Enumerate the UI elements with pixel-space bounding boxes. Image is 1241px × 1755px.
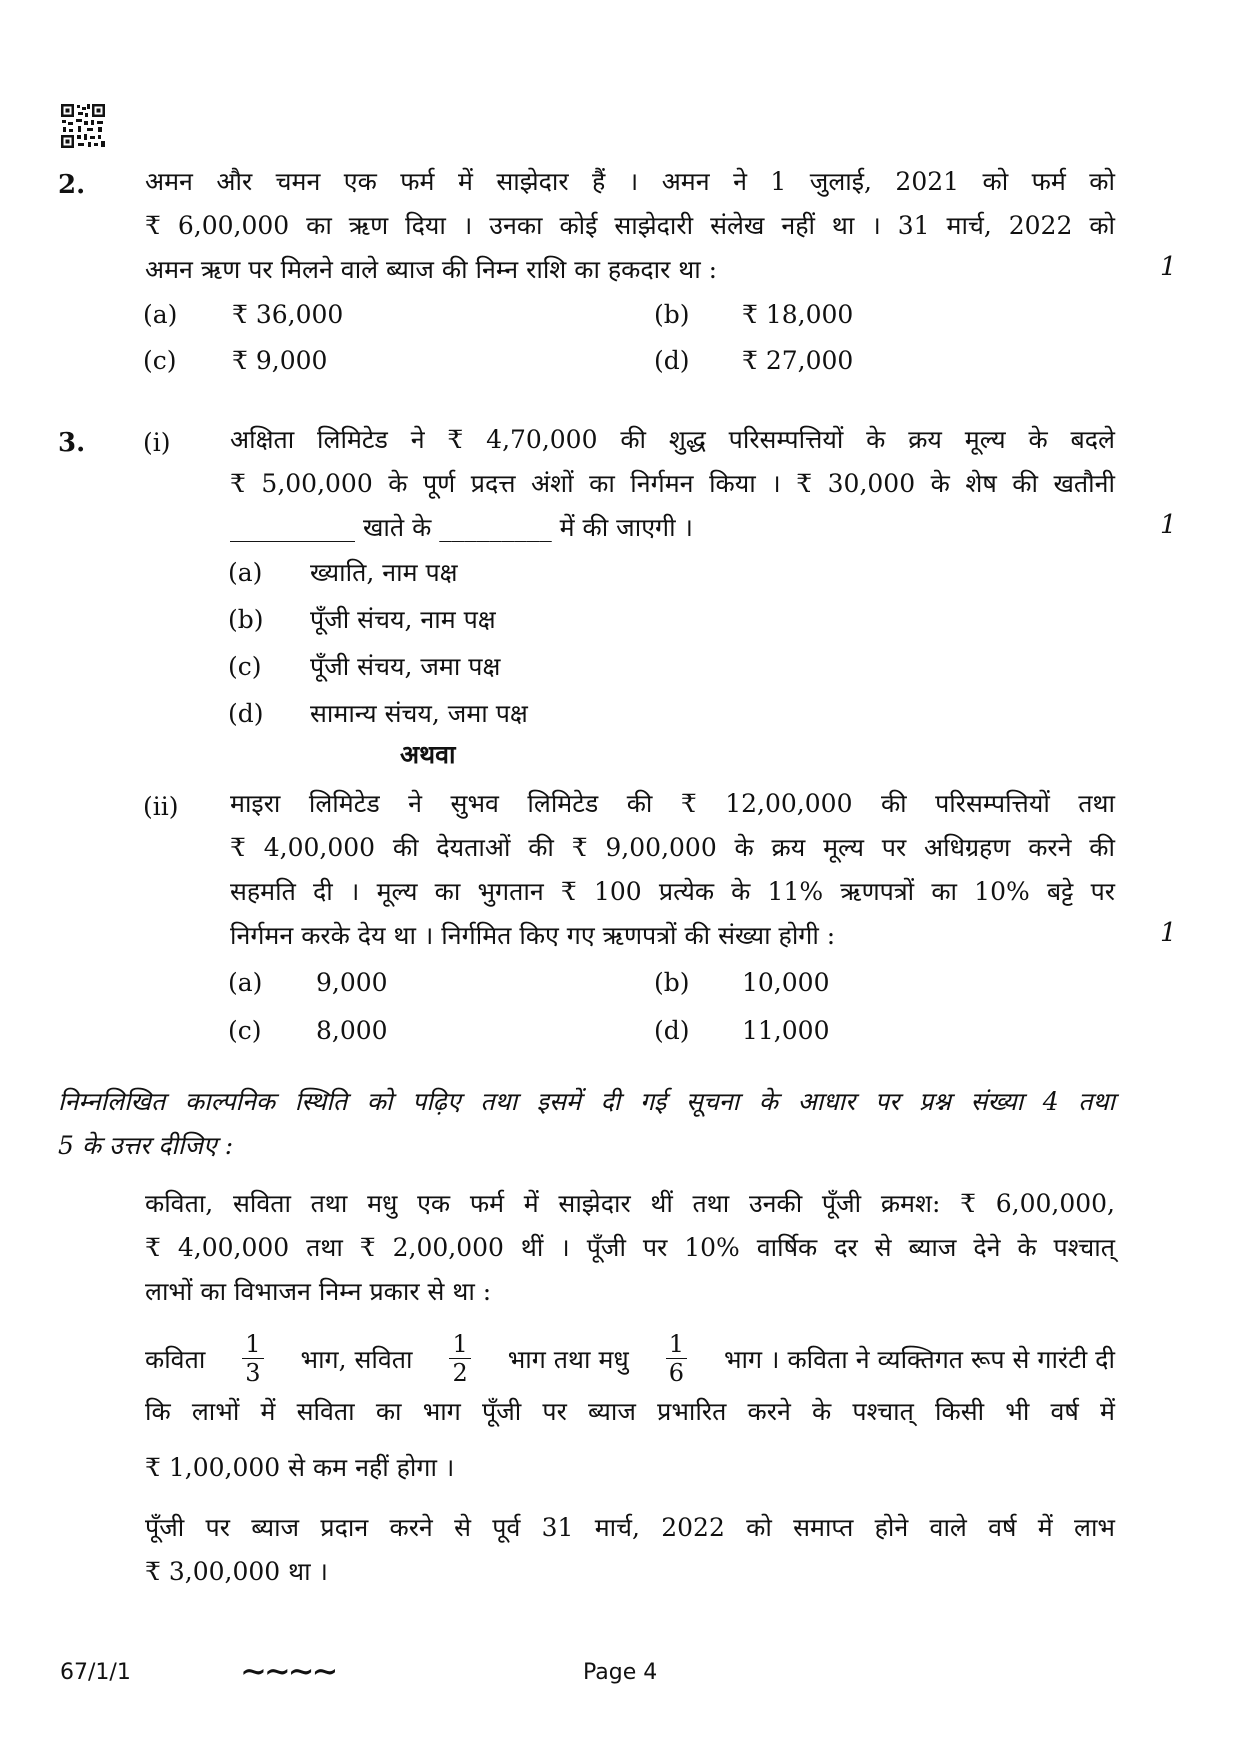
scenario-line: ₹ 3,00,000 था । [145, 1557, 328, 1586]
option-label: (a) [228, 968, 263, 997]
option-label: (a) [143, 300, 178, 329]
option-text: सामान्य संचय, जमा पक्ष [310, 699, 528, 728]
option-text: ₹ 9,000 [232, 346, 328, 375]
or-divider: अथवा [400, 740, 456, 769]
option-text: ₹ 27,000 [742, 346, 854, 375]
question-line: ₹ 6,00,000 का ऋण दिया । उनका कोई साझेदारी संलेख नहीं था । 31 मार्च, 2022 को [145, 211, 1115, 240]
fraction-denominator: 3 [245, 1359, 261, 1387]
scenario-line: कविता, सविता तथा मधु एक फर्म में साझेदार थीं तथा उनकी पूँजी क्रमश: ₹ 6,00,000, [145, 1189, 1115, 1218]
question-line: निर्गमन करके देय था । निर्गमित किए गए ऋणपत्रों की संख्या होगी : [230, 921, 836, 950]
page-number: Page 4 [583, 1660, 658, 1685]
part-label: (ii) [143, 792, 179, 821]
scenario-line: ₹ 4,00,000 तथा ₹ 2,00,000 थीं । पूँजी पर 10% वार्षिक दर से ब्याज देने के पश्चात् [145, 1233, 1115, 1262]
option-text: पूँजी संचय, जमा पक्ष [310, 652, 501, 681]
option-label: (d) [654, 346, 690, 375]
option-text: पूँजी संचय, नाम पक्ष [310, 605, 496, 634]
marks-label: 1 [1160, 252, 1177, 282]
question-line: अमन और चमन एक फर्म में साझेदार हैं । अमन ने 1 जुलाई, 2021 को फर्म को [145, 167, 1115, 196]
fraction [666, 1330, 687, 1387]
option-label: (d) [654, 1016, 690, 1045]
marks-label: 1 [1160, 918, 1177, 948]
option-text: 8,000 [316, 1016, 388, 1045]
paper-code: 67/1/1 [60, 1660, 131, 1685]
scenario-line: पूँजी पर ब्याज प्रदान करने से पूर्व 31 मार्च, 2022 को समाप्त होने वाले वर्ष में लाभ [145, 1513, 1115, 1542]
scenario-line: लाभों का विभाजन निम्न प्रकार से था : [145, 1277, 492, 1306]
option-text: 9,000 [316, 968, 388, 997]
scenario-ratio-line [145, 1330, 1115, 1387]
question-number: 2. [58, 170, 86, 200]
footer-ornament: ∼∼∼∼ [240, 1652, 336, 1690]
marks-label: 1 [1160, 510, 1177, 540]
fraction-numerator: 1 [666, 1330, 687, 1359]
part-label: (i) [143, 428, 171, 457]
qr-code-icon [60, 103, 106, 149]
option-label: (a) [228, 558, 263, 587]
option-label: (c) [228, 1016, 262, 1045]
ratio-text: भाग, सविता [300, 1344, 413, 1374]
question-line: माइरा लिमिटेड ने सुभव लिमिटेड की ₹ 12,00,000 की परिसम्पत्तियों तथा [230, 789, 1115, 818]
scenario-line: कि लाभों में सविता का भाग पूँजी पर ब्याज प्रभारित करने के पश्चात् किसी भी वर्ष में [145, 1397, 1115, 1426]
option-label: (c) [228, 652, 262, 681]
ratio-text: कविता [145, 1344, 206, 1374]
option-label: (b) [228, 605, 264, 634]
question-line: __________ खाते के _________ में की जाएगी । [230, 513, 694, 542]
scenario-line: ₹ 1,00,000 से कम नहीं होगा । [145, 1453, 455, 1482]
fraction-numerator: 1 [242, 1330, 263, 1359]
fraction [449, 1330, 470, 1387]
question-number: 3. [58, 428, 86, 458]
option-text: ₹ 18,000 [742, 300, 854, 329]
option-text: 11,000 [742, 1016, 830, 1045]
question-line: अक्षिता लिमिटेड ने ₹ 4,70,000 की शुद्ध परिसम्पत्तियों के क्रय मूल्य के बदले [230, 425, 1115, 454]
fraction-numerator: 1 [449, 1330, 470, 1359]
option-text: ₹ 36,000 [232, 300, 344, 329]
option-text: ख्याति, नाम पक्ष [310, 558, 458, 587]
fraction [242, 1330, 263, 1387]
ratio-text: भाग । कविता ने व्यक्तिगत रूप से गारंटी दी [723, 1344, 1115, 1374]
option-label: (b) [654, 968, 690, 997]
question-line: सहमति दी । मूल्य का भुगतान ₹ 100 प्रत्येक के 11% ऋणपत्रों का 10% बट्टे पर [230, 877, 1115, 906]
scenario-instruction: 5 के उत्तर दीजिए : [58, 1131, 234, 1160]
question-line: अमन ऋण पर मिलने वाले ब्याज की निम्न राशि का हकदार था : [145, 255, 718, 284]
ratio-text: भाग तथा मधु [507, 1344, 629, 1374]
question-line: ₹ 5,00,000 के पूर्ण प्रदत्त अंशों का निर्गमन किया । ₹ 30,000 के शेष की खतौनी [230, 469, 1115, 498]
fraction-denominator: 6 [668, 1359, 684, 1387]
option-text: 10,000 [742, 968, 830, 997]
fraction-denominator: 2 [452, 1359, 468, 1387]
option-label: (d) [228, 699, 264, 728]
option-label: (b) [654, 300, 690, 329]
scenario-instruction: निम्नलिखित काल्पनिक स्थिति को पढ़िए तथा इसमें दी गई सूचना के आधार पर प्रश्न संख्या 4 तथा [58, 1087, 1115, 1116]
question-line: ₹ 4,00,000 की देयताओं की ₹ 9,00,000 के क्रय मूल्य पर अधिग्रहण करने की [230, 833, 1115, 862]
option-label: (c) [143, 346, 177, 375]
